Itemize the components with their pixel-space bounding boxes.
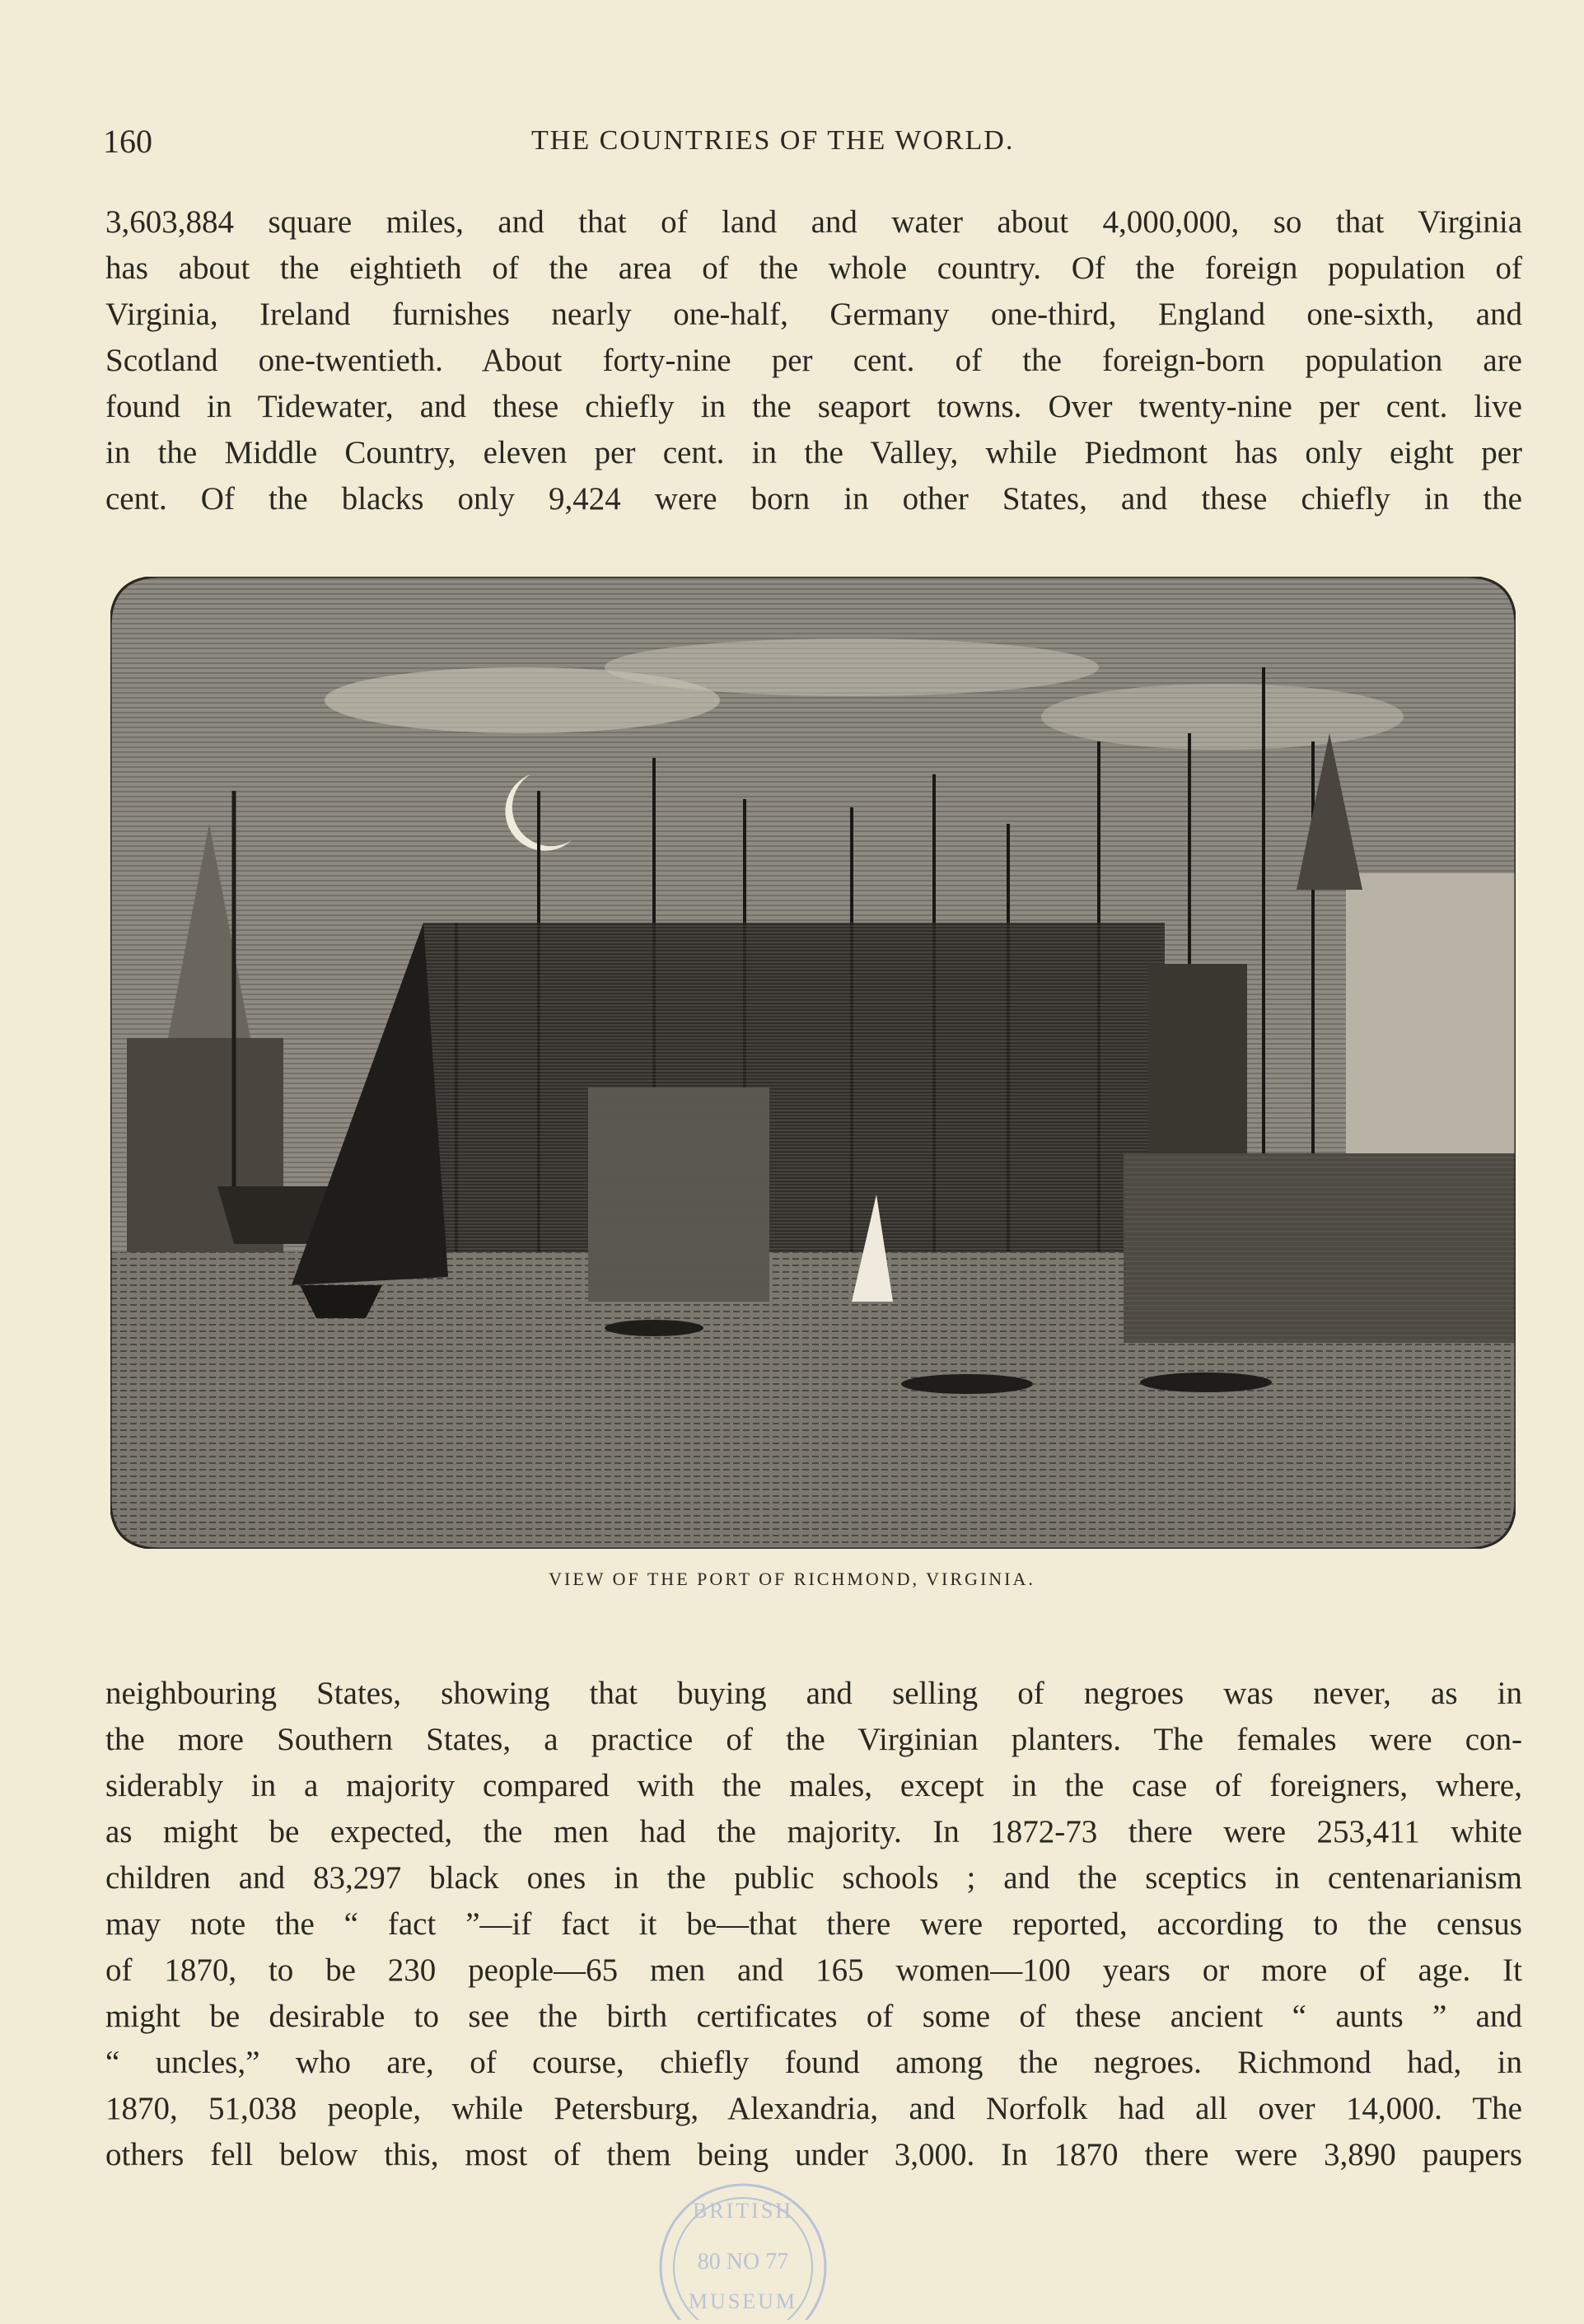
figure-caption: VIEW OF THE PORT OF RICHMOND, VIRGINIA. <box>549 1569 1035 1589</box>
engraving-illustration <box>110 577 1516 1549</box>
library-stamp <box>652 2177 834 2320</box>
paragraph-bottom <box>105 1671 1522 2178</box>
text-line: cent. Of the blacks only 9,424 were born in other States, and these chiefly in the <box>105 481 1522 517</box>
svg-text:MUSEUM: MUSEUM <box>688 2289 798 2313</box>
text-line: neighbouring States, showing that buying and selling of negroes was never, as in <box>105 1676 1522 1711</box>
text-line: of 1870, to be 230 people—65 men and 165 women—100 years or more of age. It <box>105 1952 1522 1988</box>
text-line: may note the “ fact ”—if fact it be—that there were reported, according to the census <box>105 1906 1522 1942</box>
svg-text:80 NO 77: 80 NO 77 <box>697 2249 789 2275</box>
text-line: children and 83,297 black ones in the public schools ; and the sceptics in centenarianism <box>105 1860 1522 1896</box>
text-line: as might be expected, the men had the majority. In 1872-73 there were 253,411 white <box>105 1814 1522 1849</box>
text-line: might be desirable to see the birth certificates of some of these ancient “ aunts ” and <box>105 1999 1522 2034</box>
text-line: has about the eightieth of the area of the whole country. Of the foreign population of <box>105 250 1522 286</box>
text-line: in the Middle Country, eleven per cent. in the Valley, while Piedmont has only eight per <box>105 435 1522 470</box>
text-line: siderably in a majority compared with the males, except in the case of foreigners, where, <box>105 1768 1522 1803</box>
text-line: 1870, 51,038 people, while Petersburg, Alexandria, and Norfolk had all over 14,000. The <box>105 2091 1522 2126</box>
text-line: “ uncles,” who are, of course, chiefly found among the negroes. Richmond had, in <box>105 2045 1522 2080</box>
text-line: Virginia, Ireland furnishes nearly one-half, Germany one-third, England one-sixth, and <box>105 297 1522 332</box>
svg-text:BRITISH: BRITISH <box>692 2199 794 2223</box>
page-header <box>103 122 1520 171</box>
text-line: others fell below this, most of them being under 3,000. In 1870 there were 3,890 paupers <box>105 2137 1522 2172</box>
page-number: 160 <box>103 123 152 160</box>
running-title: THE COUNTRIES OF THE WORLD. <box>531 125 1015 156</box>
engraving-port-view <box>110 577 1516 1549</box>
museum-stamp-seal <box>652 2177 834 2320</box>
text-line: Scotland one-twentieth. About forty-nine per cent. of the foreign-born population are <box>105 343 1522 378</box>
text-line: 3,603,884 square miles, and that of land and water about 4,000,000, so that Virginia <box>105 204 1522 240</box>
paragraph-top <box>105 199 1522 522</box>
text-line: found in Tidewater, and these chiefly in the seaport towns. Over twenty-nine per cent. live <box>105 389 1522 424</box>
text-line: the more Southern States, a practice of the Virginian planters. The females were con- <box>105 1722 1522 1757</box>
